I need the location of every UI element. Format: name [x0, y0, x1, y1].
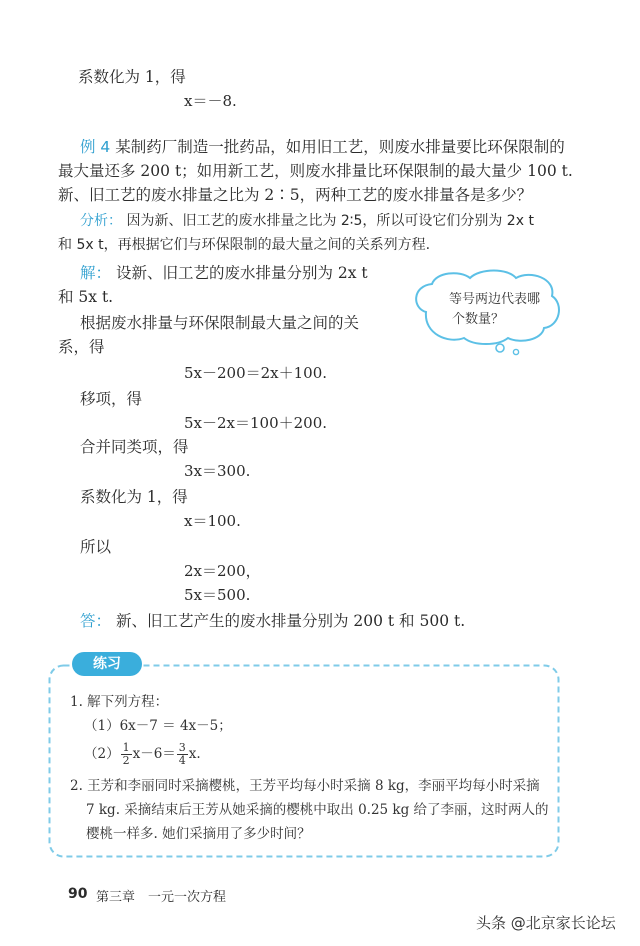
fraction-three-quarters [177, 742, 188, 767]
analysis-line-2: 和 5x t，再根据它们与环保限制的最大量之间的关系列方程. [58, 237, 431, 253]
equation-4: x＝100. [184, 512, 241, 530]
q1b-prefix: （2） [84, 746, 120, 762]
equation-5: 2x＝200， [184, 562, 261, 580]
example-label: 例 4 [80, 138, 111, 156]
answer-label: 答： [80, 612, 112, 630]
chapter-title: 第三章 一元一次方程 [96, 890, 227, 905]
solution-label: 解： [80, 264, 112, 282]
solution-line-4: 系，得 [58, 338, 105, 356]
exercise-q1a: （1）6x－7 ＝ 4x－5； [84, 718, 232, 734]
solution-line-1 [80, 262, 368, 284]
exercise-q2-line-2: 7 kg. 采摘结束后王芳从她采摘的樱桃中取出 0.25 kg 给了李丽，这时两人的 [86, 802, 549, 818]
fraction-2-denominator: 4 [178, 754, 186, 767]
equation-3: 3x＝300. [184, 462, 251, 480]
exercise-badge: 练习 [72, 652, 142, 676]
step-so: 所以 [80, 538, 112, 556]
fraction-1-denominator: 2 [122, 754, 130, 767]
exercise-q2-line-1: 2. 王芳和李丽同时采摘樱桃，王芳平均每小时采摘 8 kg，李丽平均每小时采摘 [70, 778, 540, 794]
exercise-q1b [84, 742, 201, 767]
step-coef: 系数化为 1，得 [80, 488, 188, 506]
q1b-suffix: x. [188, 746, 201, 762]
thought-bubble-line-2: 个数量？ [452, 312, 505, 327]
answer-text: 新、旧工艺产生的废水排量分别为 200 t 和 500 t. [115, 612, 466, 630]
solution-line-3: 根据废水排量与环保限制最大量之间的关 [80, 314, 360, 332]
exercise-q1: 1. 解下列方程： [70, 694, 169, 710]
page-number: 90 [68, 886, 88, 902]
example-line-2: 最大量还多 200 t；如用新工艺，则废水排量比环保限制的最大量少 100 t. [58, 162, 573, 180]
thought-bubble-text [440, 290, 540, 330]
q1b-middle: x－6＝ [132, 746, 176, 762]
top-coef-line: 系数化为 1，得 [78, 68, 186, 86]
equation-2: 5x－2x＝100＋200. [184, 414, 328, 432]
example-text-1: 某制药厂制造一批药品，如用旧工艺，则废水排量要比环保限制的 [115, 138, 565, 156]
example-line-1 [80, 136, 565, 158]
analysis-label: 分析： [80, 213, 122, 229]
fraction-2-numerator: 3 [178, 741, 186, 754]
step-move: 移项，得 [80, 390, 143, 408]
example-line-3: 新、旧工艺的废水排量之比为 2∶5，两种工艺的废水排量各是多少？ [58, 186, 533, 204]
fraction-one-half [121, 742, 132, 767]
analysis-text-1: 因为新、旧工艺的废水排量之比为 2∶5，所以可设它们分别为 2x t [126, 213, 534, 229]
solution-text-1: 设新、旧工艺的废水排量分别为 2x t [115, 264, 368, 282]
equation-1: 5x－200＝2x＋100. [184, 364, 328, 382]
analysis-line-1 [80, 210, 534, 232]
top-result: x＝－8. [184, 92, 237, 110]
step-combine: 合并同类项，得 [80, 438, 189, 456]
watermark: 头条 @北京家长论坛 [476, 914, 616, 932]
fraction-1-numerator: 1 [122, 741, 130, 754]
equation-6: 5x＝500. [184, 586, 251, 604]
solution-line-2: 和 5x t. [58, 288, 114, 306]
exercise-q2-line-3: 樱桃一样多. 她们采摘用了多少时间？ [86, 826, 311, 842]
thought-bubble-line-1: 等号两边代表哪 [448, 292, 540, 307]
answer-line [80, 610, 465, 632]
